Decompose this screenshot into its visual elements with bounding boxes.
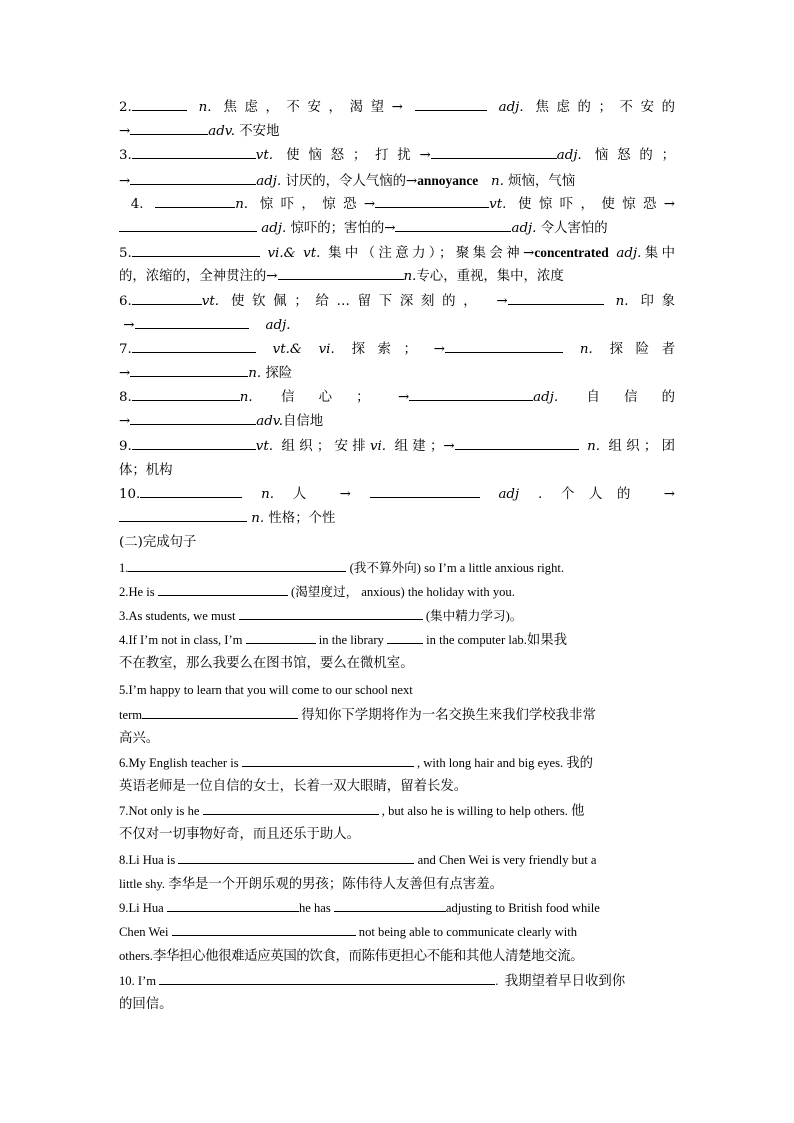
part-of-speech: n. bbox=[248, 366, 262, 382]
vocab-item-10 bbox=[119, 483, 675, 507]
punctuation: . bbox=[537, 487, 543, 502]
sentence-translation: 我期望着早日收到你 bbox=[504, 972, 626, 988]
arrow: → bbox=[119, 173, 131, 189]
answer-blank[interactable] bbox=[155, 193, 235, 208]
sentence-translation: 李华是一个开朗乐观的男孩；陈伟待人友善但有点害羞。 bbox=[168, 875, 503, 891]
item-number: 6. bbox=[119, 293, 132, 309]
arrow: → bbox=[123, 317, 135, 333]
vocab-item-7 bbox=[119, 338, 675, 362]
answer-blank[interactable] bbox=[395, 217, 511, 232]
definition: 焦虑的；不安的 bbox=[535, 100, 675, 115]
sentence-text: 6.My English teacher is bbox=[119, 755, 239, 770]
vocab-item-2 bbox=[119, 96, 675, 120]
definition: 组织；团 bbox=[608, 438, 675, 454]
answer-blank[interactable] bbox=[132, 290, 202, 305]
sentence-translation: 英语老师是一位自信的女士，长着一双大眼睛，留着长发。 bbox=[119, 779, 468, 795]
part-of-speech: n. bbox=[615, 293, 629, 309]
sentence-text: not being able to communicate clearly with bbox=[358, 925, 578, 940]
answer-blank[interactable] bbox=[158, 581, 288, 596]
part-of-speech: adv. bbox=[208, 124, 236, 140]
sentence-10 bbox=[119, 969, 675, 993]
vocab-item-4-cont bbox=[119, 217, 675, 241]
vocab-item-8-cont bbox=[119, 410, 675, 434]
given-word: concentrated bbox=[534, 245, 609, 261]
answer-blank[interactable] bbox=[159, 970, 495, 985]
vocab-item-4 bbox=[119, 193, 675, 217]
sentence-text: . bbox=[495, 973, 499, 988]
answer-blank[interactable] bbox=[370, 483, 480, 498]
answer-blank[interactable] bbox=[130, 120, 208, 135]
answer-blank[interactable] bbox=[431, 144, 557, 159]
item-number: 7. bbox=[119, 341, 132, 357]
sentence-text: 3.As students, we must bbox=[119, 608, 236, 623]
vocab-item-5 bbox=[119, 241, 675, 265]
answer-blank[interactable] bbox=[132, 386, 240, 401]
part-of-speech: n. bbox=[403, 269, 417, 285]
definition: 自信的 bbox=[586, 390, 675, 406]
answer-blank[interactable] bbox=[132, 242, 260, 257]
sentence-5-cont2 bbox=[119, 727, 675, 751]
sentence-text: adjusting to British food while bbox=[445, 901, 600, 915]
sentence-translation: 的回信。 bbox=[119, 996, 173, 1012]
sentence-text: 10. I’m bbox=[119, 973, 157, 988]
arrow: → bbox=[496, 293, 508, 309]
vocab-item-9 bbox=[119, 435, 675, 459]
sentence-translation: 我的 bbox=[566, 754, 594, 770]
part-of-speech: vt. bbox=[489, 196, 507, 212]
sentence-translation: 如果我 bbox=[526, 632, 568, 648]
answer-blank[interactable] bbox=[375, 193, 489, 208]
definition: 惊吓的；害怕的→ bbox=[290, 220, 396, 236]
answer-blank[interactable] bbox=[415, 96, 487, 111]
answer-blank[interactable] bbox=[132, 338, 256, 353]
vocab-item-6 bbox=[119, 290, 675, 314]
answer-blank[interactable] bbox=[445, 338, 563, 353]
definition: 组织；安排 bbox=[281, 438, 370, 454]
definition: 惊吓，惊恐→ bbox=[259, 196, 376, 212]
definition: 体；机构 bbox=[119, 462, 173, 478]
answer-blank[interactable] bbox=[172, 921, 356, 936]
part-of-speech: adj. bbox=[616, 246, 642, 262]
answer-blank[interactable] bbox=[130, 170, 256, 185]
arrow: → bbox=[119, 124, 131, 140]
arrow: → bbox=[119, 366, 131, 382]
sentence-9-cont2 bbox=[119, 944, 675, 968]
item-number: 9. bbox=[119, 438, 132, 454]
definition: 性格；个性 bbox=[268, 511, 336, 527]
answer-blank[interactable] bbox=[119, 507, 247, 522]
sentence-text: (渴望度过， anxious) the holiday with you. bbox=[291, 584, 515, 599]
part-of-speech: n. bbox=[261, 487, 274, 502]
definition: 恼怒的； bbox=[594, 148, 675, 164]
sentence-3 bbox=[119, 604, 675, 628]
item-number: 8. bbox=[119, 390, 132, 406]
arrow: → bbox=[119, 414, 131, 430]
part-of-speech: vt. bbox=[201, 293, 219, 309]
answer-blank[interactable] bbox=[135, 314, 249, 329]
definition: 使钦佩；给…留下深刻的， bbox=[230, 293, 485, 309]
definition: 焦虑，不安，渴望→ bbox=[223, 100, 403, 115]
sentence-5 bbox=[119, 677, 675, 703]
answer-blank[interactable] bbox=[242, 752, 414, 767]
sentence-translation: 不在教室，那么我要么在图书馆，要么在微机室。 bbox=[119, 656, 414, 672]
sentence-text: and Chen Wei is very friendly but a bbox=[417, 852, 597, 867]
sentence-5-cont bbox=[119, 703, 675, 727]
answer-blank[interactable] bbox=[128, 557, 346, 572]
answer-blank[interactable] bbox=[119, 217, 257, 232]
definition: 的，浓缩的，全神贯注的→ bbox=[119, 269, 278, 285]
part-of-speech: adj. bbox=[261, 220, 287, 236]
answer-blank[interactable] bbox=[387, 629, 423, 644]
item-number: 2. bbox=[119, 100, 132, 115]
definition: 探索； bbox=[351, 341, 417, 357]
sentence-text: others. bbox=[119, 949, 153, 964]
part-of-speech: vi. bbox=[369, 438, 387, 454]
sentence-text: he has bbox=[298, 901, 331, 915]
answer-blank[interactable] bbox=[246, 629, 316, 644]
definition: 使惊吓，使惊恐→ bbox=[518, 196, 675, 212]
given-word: annoyance bbox=[417, 172, 479, 188]
sentence-text: Chen Wei bbox=[119, 925, 169, 940]
definition: 不安地 bbox=[239, 124, 280, 140]
part-of-speech: n. bbox=[587, 438, 600, 454]
answer-blank[interactable] bbox=[130, 410, 256, 425]
answer-blank[interactable] bbox=[132, 144, 256, 159]
sentence-text: in the computer lab. bbox=[426, 633, 527, 648]
sentence-4-cont bbox=[119, 652, 675, 676]
sentence-7 bbox=[119, 799, 675, 823]
answer-blank[interactable] bbox=[239, 605, 423, 620]
vocab-item-9-cont bbox=[119, 459, 675, 483]
item-number: 4. bbox=[130, 196, 144, 212]
sentence-translation: 不仅对一切事物好奇，而且还乐于助人。 bbox=[119, 827, 361, 843]
part-of-speech: adj. bbox=[265, 317, 291, 333]
answer-blank[interactable] bbox=[455, 435, 579, 450]
item-number: 5. bbox=[119, 246, 132, 262]
part-of-speech: n. bbox=[491, 173, 504, 189]
answer-blank[interactable] bbox=[278, 265, 404, 280]
arrow: → bbox=[663, 487, 675, 502]
sentence-text: 7.Not only is he bbox=[119, 804, 200, 819]
answer-blank[interactable] bbox=[508, 290, 604, 305]
answer-blank[interactable] bbox=[132, 96, 187, 111]
sentence-text: 9.Li Hua bbox=[119, 901, 164, 915]
part-of-speech: n. bbox=[198, 100, 212, 115]
definition: 人 bbox=[292, 487, 321, 502]
sentence-text: in the library bbox=[318, 633, 384, 648]
definition: 集中（注意力）；聚集会神→ bbox=[328, 246, 535, 262]
sentence-text: 5.I’m happy to learn that you will come to our school next bbox=[119, 682, 413, 697]
vocab-item-6-cont bbox=[119, 314, 675, 338]
sentence-text: , with long hair and big eyes. bbox=[416, 755, 564, 770]
sentence-text: (我不算外向) so I’m a little anxious right. bbox=[349, 560, 565, 575]
sentence-text: , but also he is willing to help others. bbox=[381, 804, 568, 819]
part-of-speech: adj. bbox=[498, 100, 524, 115]
definition: 印象 bbox=[640, 293, 675, 309]
part-of-speech: adj. bbox=[533, 390, 559, 406]
answer-blank[interactable] bbox=[132, 435, 256, 450]
sentence-text: 2.He is bbox=[119, 584, 155, 599]
answer-blank[interactable] bbox=[167, 897, 299, 912]
answer-blank[interactable] bbox=[203, 800, 379, 815]
sentence-translation: 李华担心他很难适应英国的饮食，而陈伟更担心不能和其他人清楚地交流。 bbox=[152, 948, 584, 964]
sentence-text: (集中精力学习)。 bbox=[425, 608, 523, 623]
definition: 组建；→ bbox=[394, 438, 455, 454]
definition: 专心，重视，集中，浓度 bbox=[416, 269, 564, 285]
arrow: → bbox=[433, 341, 446, 357]
part-of-speech: adj. bbox=[511, 220, 537, 236]
sentence-text: 8.Li Hua is bbox=[119, 852, 176, 867]
answer-blank[interactable] bbox=[130, 362, 248, 377]
part-of-speech: n. bbox=[235, 196, 249, 212]
definition: 信心； bbox=[281, 390, 370, 406]
definition: 探险者 bbox=[609, 341, 675, 357]
definition: 烦恼，气恼 bbox=[508, 173, 576, 189]
section-heading: (二)完成句子 bbox=[119, 535, 197, 551]
part-of-speech: vt. bbox=[255, 148, 273, 164]
vocab-item-10-cont bbox=[119, 507, 675, 531]
vocab-item-3 bbox=[119, 144, 675, 168]
vocab-item-3-cont bbox=[119, 169, 675, 193]
part-of-speech: adj. bbox=[556, 148, 582, 164]
sentence-text: term bbox=[119, 707, 143, 722]
vocab-item-8 bbox=[119, 386, 675, 410]
part-of-speech: adv. bbox=[256, 414, 284, 430]
part-of-speech: adj. bbox=[256, 173, 282, 189]
sentence-text: 1. bbox=[119, 560, 129, 575]
sentence-translation: 高兴。 bbox=[119, 730, 160, 746]
item-number: 3. bbox=[119, 148, 132, 164]
part-of-speech: vi.& vt. bbox=[267, 246, 321, 262]
answer-blank[interactable] bbox=[142, 704, 298, 719]
definition: 使恼怒；打扰→ bbox=[286, 148, 431, 164]
sentence-translation: 得知你下学期将作为一名交换生来我们学校我非常 bbox=[301, 706, 596, 722]
sentence-7-cont bbox=[119, 823, 675, 847]
sentence-1 bbox=[119, 556, 675, 580]
definition: 集中 bbox=[641, 246, 675, 262]
sentence-9 bbox=[119, 896, 675, 920]
vocab-item-2-cont bbox=[119, 120, 675, 144]
sentence-translation: 他 bbox=[571, 803, 585, 819]
answer-blank[interactable] bbox=[409, 386, 533, 401]
item-number: 10. bbox=[119, 487, 141, 502]
answer-blank[interactable] bbox=[140, 483, 242, 498]
part-of-speech: vt. bbox=[255, 438, 273, 454]
definition: 个人的 bbox=[561, 487, 645, 502]
vocab-item-7-cont bbox=[119, 362, 675, 386]
sentence-6-cont bbox=[119, 775, 675, 799]
definition: 自信地 bbox=[283, 414, 324, 430]
sentence-8 bbox=[119, 848, 675, 872]
definition: 令人害怕的 bbox=[540, 220, 608, 236]
arrow: → bbox=[397, 390, 410, 406]
sentence-text: little shy. bbox=[119, 876, 166, 891]
part-of-speech: adj bbox=[498, 487, 520, 502]
definition: 讨厌的，令人气恼的→ bbox=[285, 173, 418, 189]
sentence-6 bbox=[119, 751, 675, 775]
vocab-item-5-cont bbox=[119, 265, 675, 289]
part-of-speech: vt.& vi. bbox=[272, 341, 335, 357]
part-of-speech: n. bbox=[239, 390, 253, 406]
part-of-speech: n. bbox=[251, 511, 265, 527]
sentence-2 bbox=[119, 580, 675, 604]
section-title bbox=[119, 531, 675, 555]
worksheet-page bbox=[119, 96, 675, 1017]
answer-blank[interactable] bbox=[334, 897, 446, 912]
sentence-9-cont bbox=[119, 920, 675, 944]
sentence-text: 4.If I’m not in class, I’m bbox=[119, 633, 243, 648]
sentence-8-cont bbox=[119, 872, 675, 896]
sentence-4 bbox=[119, 628, 675, 652]
part-of-speech: n. bbox=[579, 341, 593, 357]
answer-blank[interactable] bbox=[178, 849, 414, 864]
sentence-10-cont bbox=[119, 993, 675, 1017]
definition: 探险 bbox=[265, 366, 293, 382]
arrow: → bbox=[339, 487, 351, 502]
